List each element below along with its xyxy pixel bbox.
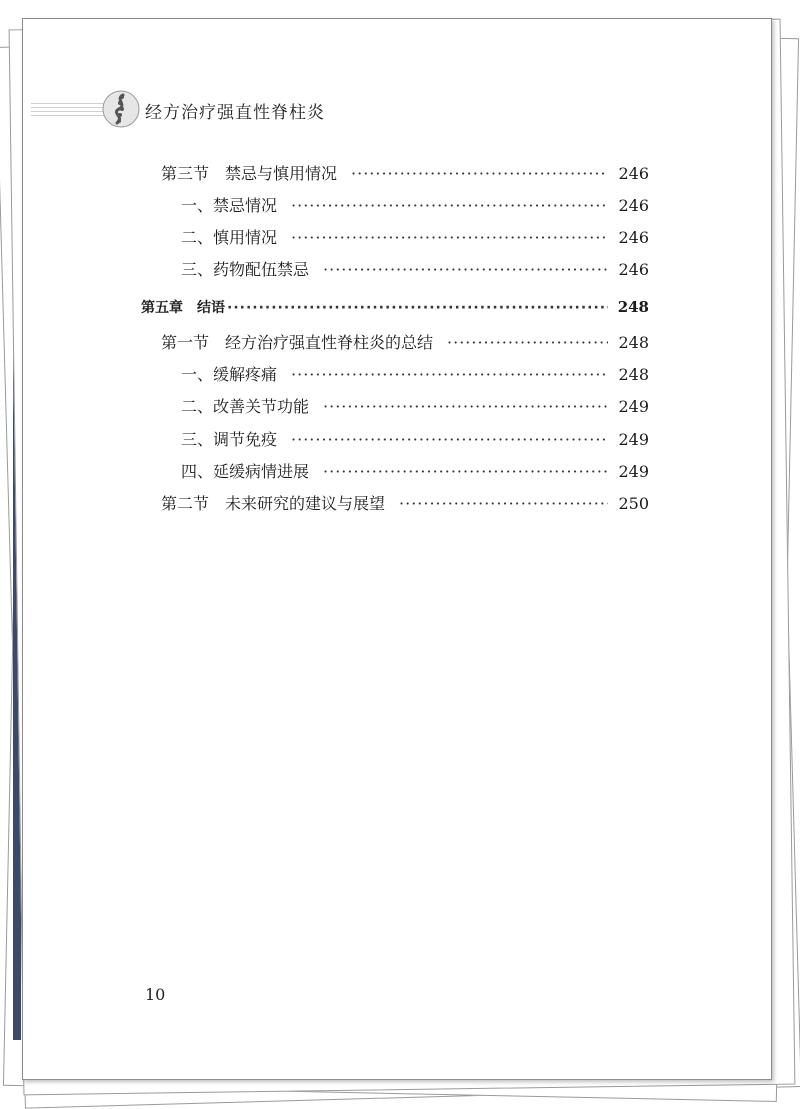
toc-row[interactable] (181, 394, 649, 417)
toc-row[interactable] (181, 225, 649, 248)
toc-page-number: 246 (618, 260, 649, 279)
toc-entry-title: 二、慎用情况 (181, 228, 278, 247)
toc-page-number: 250 (618, 494, 649, 513)
toc-row[interactable] (161, 161, 649, 184)
running-header (23, 89, 443, 129)
toc-row[interactable] (181, 427, 649, 450)
toc-page-number: 246 (618, 196, 649, 215)
toc-page-number: 248 (618, 365, 649, 384)
toc-chapter-title: 第五章 结语 (141, 300, 225, 316)
toc-page-number: 249 (618, 397, 649, 416)
toc-page-number: 246 (618, 228, 649, 247)
toc-page-number: 248 (617, 298, 649, 316)
leader-dots (447, 333, 608, 352)
leader-dots (291, 228, 608, 247)
toc-row[interactable] (181, 257, 649, 280)
toc-row[interactable] (161, 330, 649, 353)
toc-entry-title: 一、禁忌情况 (181, 196, 278, 215)
toc-page-number: 248 (618, 333, 649, 352)
toc-row[interactable] (181, 459, 649, 482)
toc-entry-title: 三、药物配伍禁忌 (181, 260, 310, 279)
leader-dots (399, 494, 608, 513)
leader-dots (291, 365, 608, 384)
leader-dots (323, 397, 608, 416)
toc-row[interactable] (161, 491, 649, 514)
document-page (22, 18, 772, 1080)
toc-row[interactable] (181, 362, 649, 385)
header-rule-lines (31, 103, 111, 117)
toc-entry-title: 第二节 未来研究的建议与展望 (161, 494, 386, 513)
toc-entry-title: 第一节 经方治疗强直性脊柱炎的总结 (161, 333, 434, 352)
toc-entry-title: 第三节 禁忌与慎用情况 (161, 164, 338, 183)
leader-dots (291, 430, 608, 449)
toc-entry-title: 一、缓解疼痛 (181, 365, 278, 384)
toc-entry-title: 三、调节免疫 (181, 430, 278, 449)
leader-dots (291, 196, 608, 215)
spine-logo-icon (101, 89, 141, 129)
toc-entry-title: 二、改善关节功能 (181, 397, 310, 416)
page-number: 10 (145, 985, 166, 1004)
toc-page-number: 246 (618, 164, 649, 183)
toc-entry-title: 四、延缓病情进展 (181, 462, 310, 481)
leader-dots (323, 260, 608, 279)
toc-chapter-row[interactable] (141, 297, 649, 317)
leader-dots (323, 462, 608, 481)
toc-page-number: 249 (618, 430, 649, 449)
leader-dots (227, 300, 608, 316)
toc-row[interactable] (181, 193, 649, 216)
leader-dots (351, 164, 608, 183)
toc-page-number: 249 (618, 462, 649, 481)
book-title: 经方治疗强直性脊柱炎 (145, 103, 325, 123)
